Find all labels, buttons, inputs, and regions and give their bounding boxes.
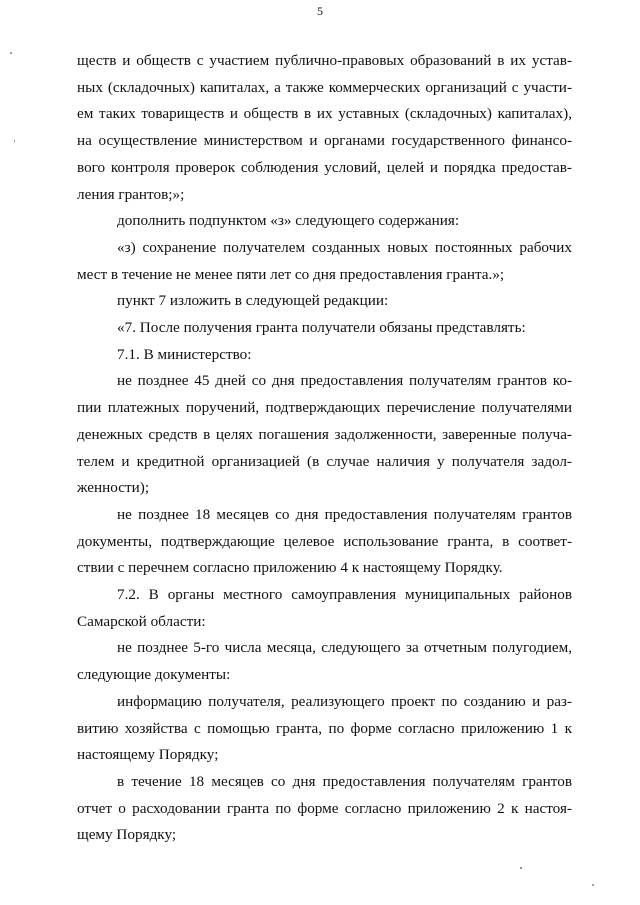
paragraph: 7.1. В министерство:	[117, 345, 252, 363]
scan-mark	[592, 884, 594, 886]
paragraph: информацию получателя, реализующего проект по созданию и раз-витию хозяйства с помощью гранта, по форме согласно приложению 1 к настоящему Порядку;	[77, 692, 572, 764]
document-body	[77, 48, 572, 849]
paragraph: «з) сохранение получателем созданных новых постоянных рабочих мест в течение не менее пяти лет со дня предоставления гранта.»;	[77, 238, 572, 283]
paragraph: не позднее 18 месяцев со дня предоставления получателям грантов документы, подтверждающие целевое использование гранта, в соответ-ствии с перечнем согласно приложению 4 к настоящему Порядку.	[77, 505, 572, 577]
paragraph: в течение 18 месяцев со дня предоставления получателям грантов отчет о расходовании гранта по форме согласно приложению 2 к настоя-щему Порядку;	[77, 772, 572, 844]
page-number: 5	[317, 4, 323, 18]
paragraph: не позднее 5-го числа месяца, следующего за отчетным полугодием, следующие документы:	[77, 639, 572, 684]
paragraph: 7.2. В органы местного самоуправления муниципальных районов Самарской области:	[77, 586, 572, 630]
paragraph: дополнить подпунктом «з» следующего содержания:	[117, 212, 460, 230]
paragraph: ществ и обществ с участием публично-правовых образований в их устав-ных (складочных) капиталах, а также коммерческих организаций с участи-ем таких товариществ и обществ в их уставных (складочных) капиталах), на осуществление министерством и органами государственного финансо-вого контроля проверок соблюдения условий, целей и порядка предостав-ления грантов;»;	[77, 52, 572, 203]
scan-mark	[14, 140, 15, 142]
scan-mark	[10, 52, 12, 54]
scan-mark	[520, 867, 522, 869]
paragraph: «7. После получения гранта получатели обязаны представлять:	[117, 319, 526, 337]
paragraph: пункт 7 изложить в следующей редакции:	[117, 292, 389, 310]
paragraph: не позднее 45 дней со дня предоставления получателям грантов ко-пии платежных поручений, подтверждающих перечисление получателями денежных средств в целях погашения задолженности, заверенные получа-телем и кредитной организацией (в случае наличия у получателя задол-женности);	[77, 372, 572, 497]
